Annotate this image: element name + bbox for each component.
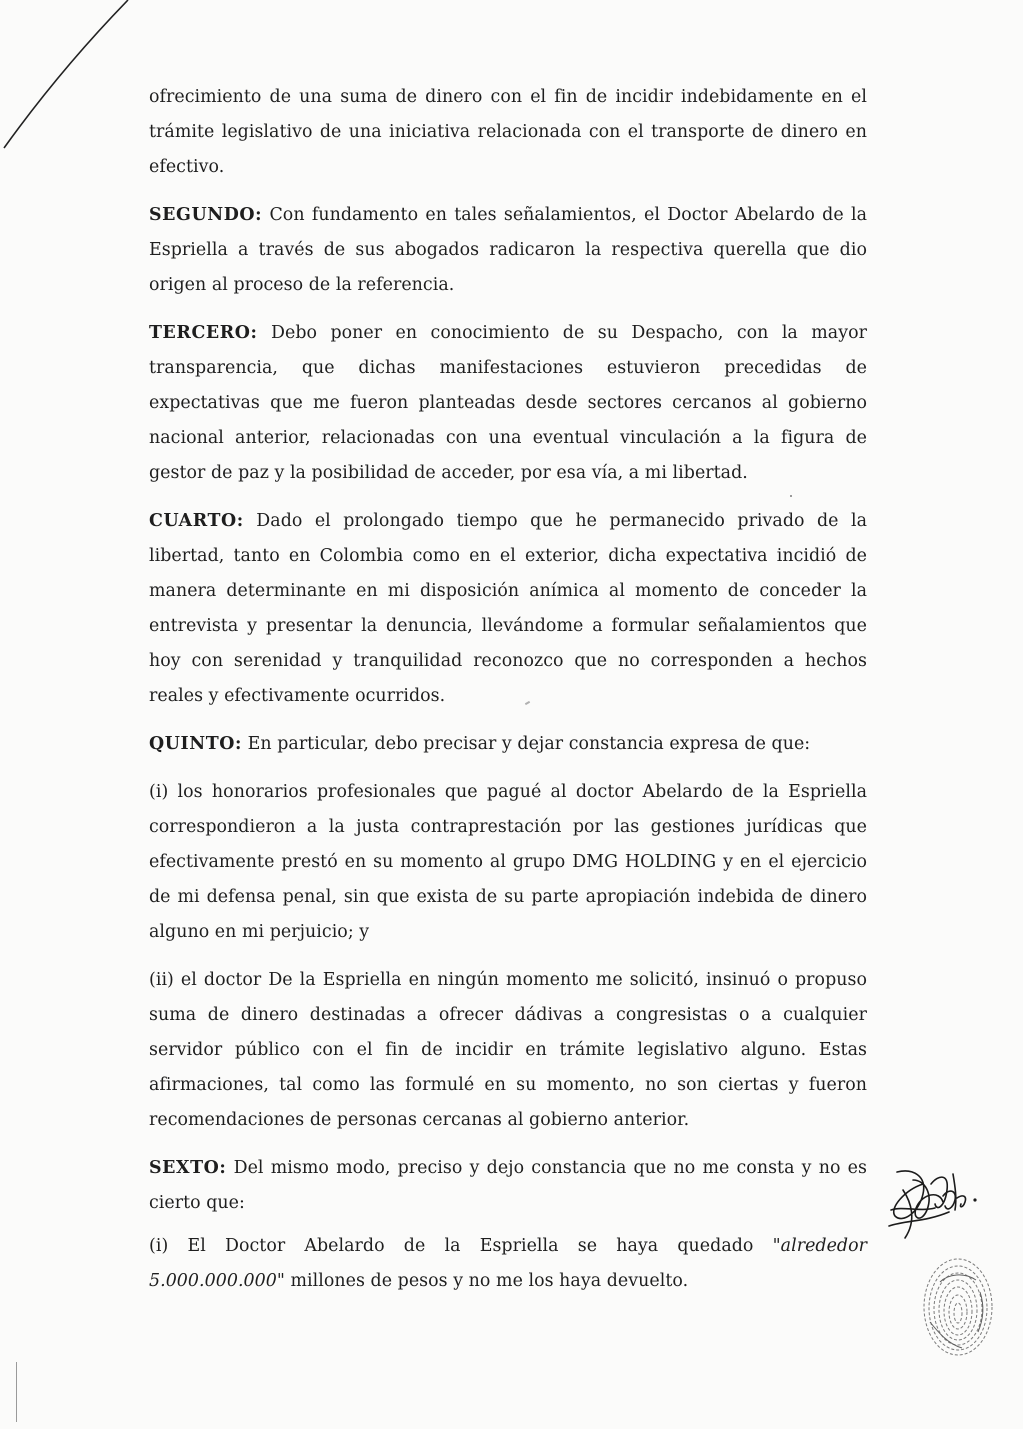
paragraph-heading: SEGUNDO: bbox=[149, 205, 263, 225]
paragraph-text: Del mismo modo, preciso y dejo constancia que no me consta y no es cierto que: bbox=[149, 1158, 867, 1213]
paragraph-text-post: millones de pesos y no me los haya devuelto. bbox=[284, 1271, 689, 1291]
paragraph-segundo bbox=[149, 198, 867, 303]
paragraph-cuarto bbox=[149, 504, 867, 714]
quoted-amount: "alrededor 5.000.000.000" bbox=[149, 1236, 867, 1291]
paragraph-heading: CUARTO: bbox=[149, 511, 244, 531]
paragraph-quinto bbox=[149, 727, 867, 762]
paragraph-text: (ii) el doctor De la Espriella en ningún momento me solicitó, insinuó o propuso suma de dinero destinadas a ofrecer dádivas a congresistas o a cualquier servidor público con el fin de incidir en trámite legislativo alguno. Estas afirmaciones, tal como las formulé en su momento, no son ciertas y fueron recomendaciones de personas cercanas al gobierno anterior. bbox=[149, 970, 867, 1130]
paragraph-item-i bbox=[149, 775, 867, 950]
paragraph-continuation bbox=[149, 80, 867, 185]
paragraph-sexto-item-i bbox=[149, 1229, 867, 1299]
corner-pen-stroke bbox=[0, 0, 140, 160]
paragraph-text: Dado el prolongado tiempo que he permanecido privado de la libertad, tanto en Colombia como en el exterior, dicha expectativa incidió de manera determinante en mi disposición anímica al momento de conceder la entrevista y presentar la denuncia, llevándome a formular señalamientos que hoy con serenidad y tranquilidad reconozco que no corresponden a hechos reales y efectivamente ocurridos. bbox=[149, 511, 867, 706]
handwritten-signature bbox=[883, 1150, 983, 1250]
paragraph-item-ii bbox=[149, 963, 867, 1138]
paragraph-text: ofrecimiento de una suma de dinero con el fin de incidir indebidamente en el trámite legislativo de una iniciativa relacionada con el transporte de dinero en efectivo. bbox=[149, 87, 867, 177]
paragraph-sexto bbox=[149, 1151, 867, 1221]
scan-artifact-line bbox=[16, 1362, 17, 1422]
paragraph-tercero bbox=[149, 316, 867, 491]
paragraph-text: Con fundamento en tales señalamientos, el Doctor Abelardo de la Espriella a través de sus abogados radicaron la respectiva querella que dio origen al proceso de la referencia. bbox=[149, 205, 867, 295]
document-body bbox=[149, 80, 867, 1312]
paragraph-heading: SEXTO: bbox=[149, 1158, 227, 1178]
paragraph-text-pre: (i) El Doctor Abelardo de la Espriella se haya quedado bbox=[149, 1236, 773, 1256]
paragraph-heading: TERCERO: bbox=[149, 323, 258, 343]
paragraph-text: Debo poner en conocimiento de su Despacho, con la mayor transparencia, que dichas manifestaciones estuvieron precedidas de expectativas que me fueron planteadas desde sectores cercanos al gobierno nacional anterior, relacionadas con una eventual vinculación a la figura de gestor de paz y la posibilidad de acceder, por esa vía, a mi libertad. bbox=[149, 323, 867, 483]
paragraph-text: (i) los honorarios profesionales que pagué al doctor Abelardo de la Espriella correspondieron a la justa contraprestación por las gestiones jurídicas que efectivamente prestó en su momento al grupo DMG HOLDING y en el ejercicio de mi defensa penal, sin que exista de su parte apropiación indebida de dinero alguno en mi perjuicio; y bbox=[149, 782, 867, 942]
scan-artifact-dot bbox=[790, 495, 792, 497]
paragraph-text: En particular, debo precisar y dejar constancia expresa de que: bbox=[242, 734, 811, 754]
fingerprint-mark bbox=[918, 1252, 998, 1362]
paragraph-heading: QUINTO: bbox=[149, 734, 243, 754]
